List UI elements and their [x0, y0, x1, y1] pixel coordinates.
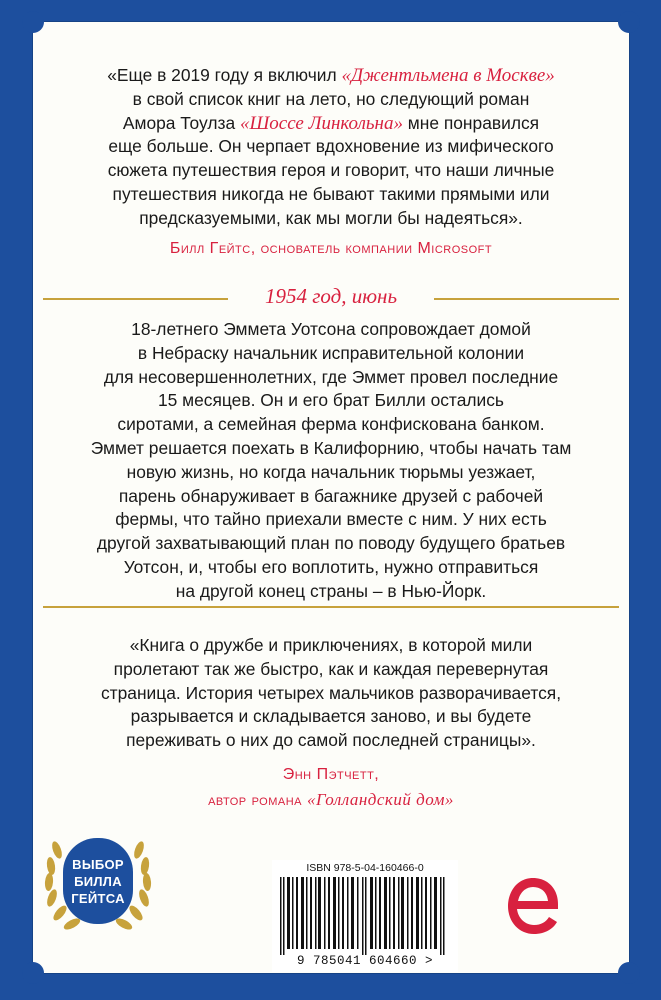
corner-notch — [22, 962, 44, 984]
gold-divider — [43, 606, 619, 608]
bill-gates-pick-badge — [39, 820, 157, 940]
section-title: 1954 год, июнь — [264, 284, 398, 308]
quote-gates: «Еще в 2019 году я включил «Джентльмена в Москве» в свой список книг на лето, но следующий роман Амора Тоулза «Шоссе Линкольна» мне понравился еще больше. Он черпает вдохновение из мифического сюжета путешествия героя и говорит, что наши личные путешествия никогда не бывают такими прямыми или предсказуемыми, как мы могли бы надеяться». — [107, 65, 555, 228]
barcode-bars — [278, 877, 452, 955]
corner-notch — [22, 11, 44, 33]
corner-notch — [618, 962, 640, 984]
credit-gates: Билл Гейтс, основатель компании Microsoft — [169, 240, 493, 257]
badge-disc: ВЫБОР БИЛЛА ГЕЙТСА — [63, 838, 133, 924]
barcode-digits: 9 785041 604660 > — [296, 954, 434, 968]
isbn-label: ISBN 978-5-04-160466-0 — [306, 862, 424, 874]
corner-notch — [618, 11, 640, 33]
credit-patchett-name: Энн Пэтчетт, — [282, 766, 380, 783]
barcode — [272, 860, 458, 972]
quote-patchett: «Книга о дружбе и приключениях, в которой мили пролетают так же быстро, как и каждая перевернутая страница. История четырех мальчиков разворачивается, разрывается и складывается заново, и вы будете переживать о них до самой последней страницы». — [100, 635, 562, 751]
back-cover-card — [33, 22, 629, 973]
publisher-logo-icon — [503, 872, 563, 940]
credit-patchett-role: автор романа «Голландский дом» — [208, 790, 454, 809]
synopsis: 18-летнего Эммета Уотсона сопровождает домой в Небраску начальник исправительной колонии для несовершеннолетних, где Эммет провел последние 15 месяцев. Он и его брат Билли остались сиротами, а семейная ферма конфискована банком. Эммет решается поехать в Калифорнию, чтобы начать там новую жизнь, но когда начальник тюрьмы уезжает, парень обнаруживает в багажнике друзей с рабочей фермы, что тайно приехали вместе с ним. У них есть другой захватывающий план по поводу будущего братьев Уотсон, и, чтобы его воплотить, нужно отправиться на другой конец страны – в Нью-Йорк. — [90, 319, 572, 601]
